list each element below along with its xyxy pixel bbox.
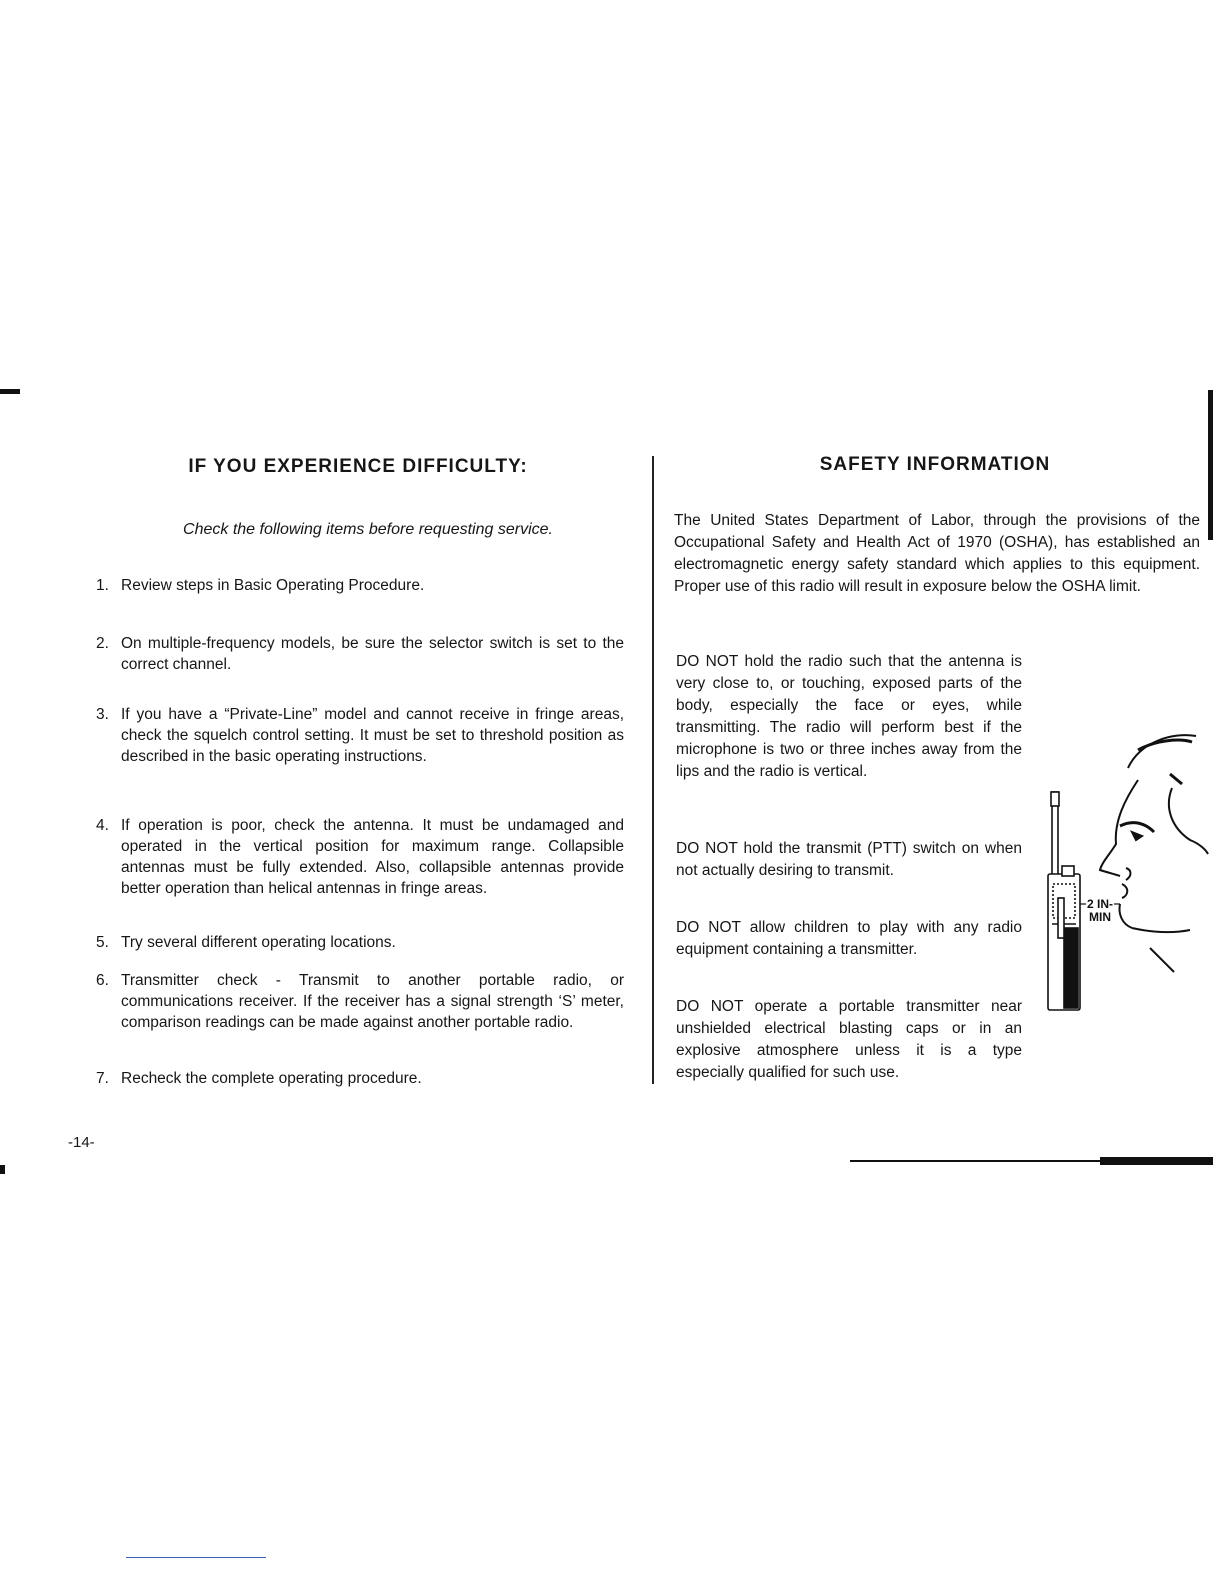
left-edge-dot <box>0 1165 5 1174</box>
bottom-right-rule-thick <box>1100 1157 1213 1165</box>
list-item-text: Recheck the complete operating procedure. <box>121 1070 422 1087</box>
left-section-subtitle: Check the following items before requesting service. <box>183 521 553 538</box>
face-profile-icon <box>1100 735 1208 972</box>
list-item-number: 4. <box>96 817 109 834</box>
right-edge-bar <box>1208 390 1213 540</box>
list-item-text: Review steps in Basic Operating Procedure. <box>121 577 425 594</box>
list-item-number: 3. <box>96 706 109 723</box>
list-item <box>96 575 624 596</box>
list-item <box>96 704 624 767</box>
right-section-title: SAFETY INFORMATION <box>819 454 1051 475</box>
column-divider <box>652 456 654 1084</box>
list-item-number: 7. <box>96 1070 109 1087</box>
bottom-link-line <box>126 1557 266 1558</box>
safety-intro-paragraph: The United States Department of Labor, through the provisions of the Occupational Safety and Health Act of 1970 (OSHA), has established an electromagnetic energy safety standard which applies to this equipment. Proper use of this radio will result in exposure below the OSHA limit. <box>674 512 1200 595</box>
figure-label-distance: 2 IN- <box>1087 897 1114 911</box>
list-item <box>96 815 624 899</box>
left-section-title: IF YOU EXPERIENCE DIFFICULTY: <box>188 456 528 477</box>
list-item <box>96 932 624 953</box>
list-item-number: 1. <box>96 577 109 594</box>
portable-radio-icon <box>1048 792 1080 1010</box>
list-item-text: On multiple-frequency models, be sure the selector switch is set to the correct channel. <box>121 635 624 673</box>
list-item-text: If operation is poor, check the antenna. It must be undamaged and operated in the vertical position for maximum range. Collapsible antennas must be fully extended. Also, collapsible antennas provide better operation than helical antennas in fringe areas. <box>121 817 624 897</box>
list-item <box>96 1068 624 1089</box>
figure-label-min: MIN <box>1089 910 1111 924</box>
left-edge-mark <box>0 389 20 394</box>
safety-warning: DO NOT allow children to play with any radio equipment containing a transmitter. <box>676 919 1022 958</box>
page-number: -14- <box>68 1134 95 1151</box>
list-item-number: 6. <box>96 972 109 989</box>
list-item-text: Transmitter check - Transmit to another portable radio, or communications receiver. If the receiver has a signal strength ‘S’ meter, comparison readings can be made against another portable radio. <box>121 972 624 1031</box>
list-item-number: 2. <box>96 635 109 652</box>
radio-safety-illustration <box>1040 728 1220 1024</box>
safety-warning: DO NOT operate a portable transmitter near unshielded electrical blasting caps or in an explosive atmosphere unless it is a type especially qualified for such use. <box>676 998 1022 1081</box>
safety-warning: DO NOT hold the radio such that the antenna is very close to, or touching, exposed parts of the body, especially the face or eyes, while transmitting. The radio will perform best if the microphone is two or three inches away from the lips and the radio is vertical. <box>676 653 1022 780</box>
list-item-text: If you have a “Private-Line” model and cannot receive in fringe areas, check the squelch control setting. It must be set to threshold position as described in the basic operating instructions. <box>121 706 624 765</box>
list-item <box>96 633 624 675</box>
list-item-number: 5. <box>96 934 109 951</box>
safety-warning: DO NOT hold the transmit (PTT) switch on when not actually desiring to transmit. <box>676 840 1022 879</box>
bottom-right-rule <box>850 1160 1100 1162</box>
list-item <box>96 970 624 1033</box>
list-item-text: Try several different operating locations. <box>121 934 396 951</box>
